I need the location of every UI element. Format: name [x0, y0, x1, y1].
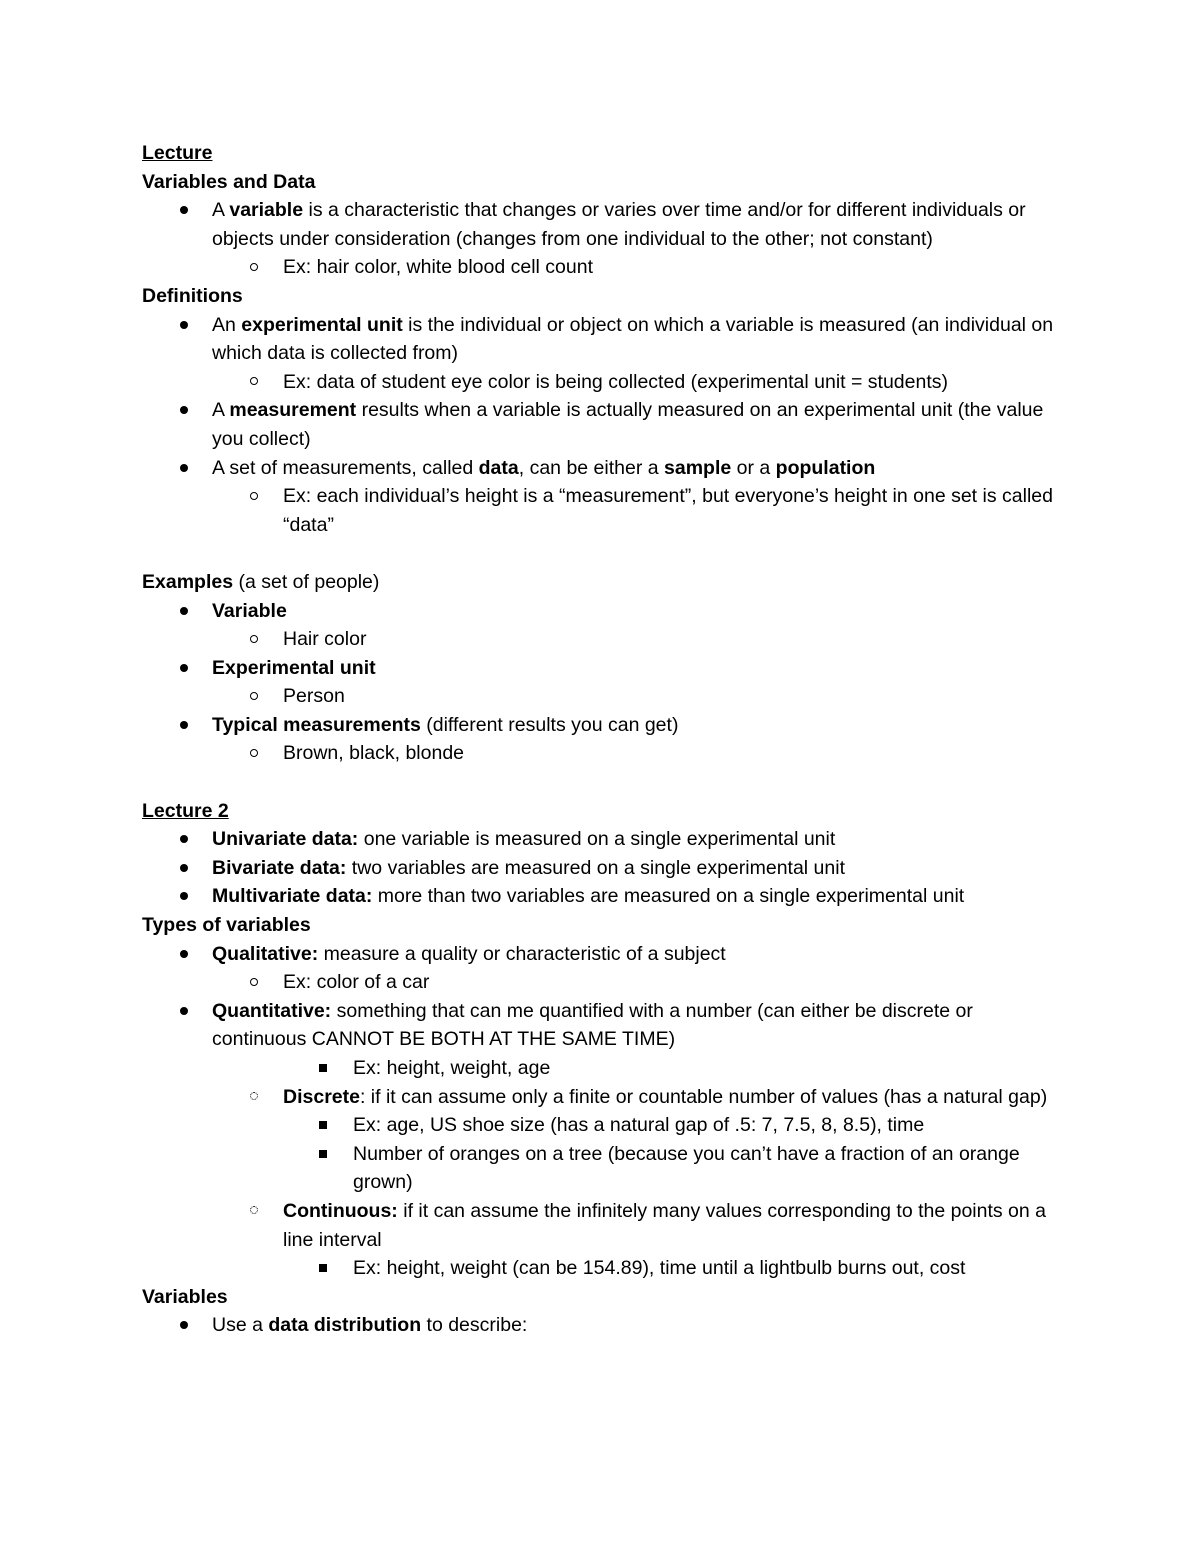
list-item — [142, 739, 1072, 768]
text-run: is a characteristic that changes or varies over time and/or for different individuals or objects under consideration (changes from one individual to the other; not constant) — [212, 199, 1026, 250]
list-item — [142, 968, 1072, 997]
text-run: Ex: data of student eye color is being collected (experimental unit = students) — [283, 370, 948, 393]
text-run: : if it can assume only a finite or countable number of values (has a natural gap) — [359, 1085, 1048, 1108]
bullet-circle-icon — [250, 377, 258, 385]
text-run: Ex: height, weight (can be 154.89), time until a lightbulb burns out, cost — [353, 1257, 966, 1280]
bold-text: Multivariate data: — [212, 885, 373, 908]
bullet-circle-icon — [250, 492, 258, 500]
heading-line — [142, 797, 1072, 826]
list-item — [142, 825, 1072, 854]
bullet-disc-icon — [180, 406, 188, 414]
text-run: Use a — [212, 1314, 269, 1337]
bullet-circle-icon — [250, 749, 258, 757]
bullet-dotted-circle-icon — [250, 1206, 258, 1214]
text-run: An — [212, 313, 242, 336]
text-run: A — [212, 199, 230, 222]
heading-line — [142, 282, 1072, 311]
heading-line — [142, 168, 1072, 197]
list-item — [142, 482, 1072, 539]
text-run: (different results you can get) — [420, 713, 679, 736]
list-item — [142, 1311, 1072, 1340]
text-run: if it can assume the infinitely many values corresponding to the points on a line interval — [283, 1199, 1047, 1251]
text-run: (a set of people) — [233, 570, 380, 593]
bold-text: Types of variables — [142, 914, 311, 937]
bullet-disc-icon — [180, 664, 188, 672]
bold-text: variable — [229, 199, 304, 222]
bold-text: Qualitative: — [212, 942, 319, 965]
blank-line — [142, 768, 1072, 797]
bullet-circle-icon — [250, 263, 258, 271]
list-item — [142, 1197, 1072, 1254]
text-run: Ex: height, weight, age — [353, 1057, 551, 1079]
text-run: something that can me quantified with a number (can either be discrete or continuous CANNOT BE BOTH AT THE SAME TIME) — [212, 999, 973, 1051]
list-item — [142, 1054, 1072, 1083]
bullet-square-icon — [319, 1150, 327, 1158]
bullet-circle-icon — [250, 692, 258, 700]
bold-text: data — [478, 456, 519, 479]
heading-line — [142, 1283, 1072, 1312]
list-item — [142, 311, 1072, 368]
bold-text: Univariate data: — [212, 828, 359, 851]
text-run: is the individual or object on which a variable is measured (an individual on which data is collected from) — [212, 313, 1054, 365]
bold-text: Examples — [142, 570, 234, 593]
heading-line — [142, 911, 1072, 940]
bullet-disc-icon — [180, 1007, 188, 1015]
bold-text: Lecture 2 — [142, 799, 229, 822]
list-item — [142, 1083, 1072, 1112]
text-run: two variables are measured on a single experimental unit — [346, 856, 845, 879]
bullet-disc-icon — [180, 835, 188, 843]
bullet-disc-icon — [180, 607, 188, 615]
text-run: A set of measurements, called — [212, 456, 479, 479]
bold-text: population — [775, 456, 876, 479]
bullet-disc-icon — [180, 321, 188, 329]
text-run: Ex: hair color, white blood cell count — [283, 256, 594, 279]
heading-line — [142, 568, 1072, 597]
bold-text: Quantitative: — [212, 999, 332, 1022]
text-run: to describe: — [421, 1314, 528, 1337]
blank-line — [142, 539, 1072, 568]
list-item — [142, 854, 1072, 883]
bold-text: Experimental unit — [212, 656, 376, 679]
bullet-disc-icon — [180, 206, 188, 214]
bold-text: Typical measurements — [212, 713, 421, 736]
text-run: Ex: color of a car — [283, 971, 430, 994]
bold-text: Lecture — [142, 142, 213, 164]
bold-text: Variables — [142, 1285, 228, 1308]
text-run: Person — [283, 685, 345, 708]
bold-text: Variable — [212, 599, 287, 622]
bold-text: data distribution — [268, 1314, 422, 1337]
text-run: or a — [731, 456, 776, 479]
text-run: Brown, black, blonde — [283, 742, 465, 765]
bold-text: Definitions — [142, 284, 243, 307]
bold-text: Discrete — [283, 1085, 360, 1108]
list-item — [142, 454, 1072, 483]
list-item — [142, 882, 1072, 911]
list-item — [142, 940, 1072, 969]
text-run: Number of oranges on a tree (because you can’t have a fraction of an orange grown) — [353, 1142, 1020, 1194]
bullet-disc-icon — [180, 892, 188, 900]
bold-text: Variables and Data — [142, 170, 316, 193]
list-item — [142, 597, 1072, 626]
heading-line — [142, 139, 1072, 168]
list-item — [142, 253, 1072, 282]
list-item — [142, 654, 1072, 683]
text-run: results when a variable is actually measured on an experimental unit (the value you collect) — [212, 399, 1044, 450]
list-item — [142, 196, 1072, 253]
text-run: Ex: age, US shoe size (has a natural gap of .5: 7, 7.5, 8, 8.5), time — [353, 1114, 925, 1137]
text-run: Ex: each individual’s height is a “measurement”, but everyone’s height in one set is called “data” — [283, 485, 1053, 536]
list-item — [142, 1140, 1072, 1197]
bullet-circle-icon — [250, 978, 258, 986]
text-run: measure a quality or characteristic of a subject — [318, 942, 726, 965]
list-item — [142, 396, 1072, 453]
bold-text: Continuous: — [283, 1199, 398, 1222]
bold-text: measurement — [229, 399, 357, 422]
list-item — [142, 997, 1072, 1054]
bullet-dotted-circle-icon — [250, 1092, 258, 1100]
document-body — [142, 139, 1072, 1340]
bold-text: Bivariate data: — [212, 856, 347, 879]
bullet-square-icon — [319, 1264, 327, 1272]
bullet-disc-icon — [180, 464, 188, 472]
bullet-disc-icon — [180, 950, 188, 958]
bullet-disc-icon — [180, 721, 188, 729]
bold-text: experimental unit — [241, 313, 403, 336]
list-item — [142, 711, 1072, 740]
text-run: one variable is measured on a single experimental unit — [358, 828, 836, 851]
list-item — [142, 368, 1072, 397]
list-item — [142, 625, 1072, 654]
list-item — [142, 1254, 1072, 1283]
list-item — [142, 682, 1072, 711]
list-item — [142, 1111, 1072, 1140]
text-run: , can be either a — [518, 456, 665, 479]
text-run: Hair color — [283, 628, 367, 651]
bold-text: sample — [664, 456, 732, 479]
text-run: more than two variables are measured on a single experimental unit — [372, 885, 965, 908]
bullet-square-icon — [319, 1121, 327, 1129]
bullet-circle-icon — [250, 635, 258, 643]
bullet-square-icon — [319, 1064, 327, 1072]
text-run: A — [212, 399, 230, 422]
bullet-disc-icon — [180, 1321, 188, 1329]
bullet-disc-icon — [180, 864, 188, 872]
